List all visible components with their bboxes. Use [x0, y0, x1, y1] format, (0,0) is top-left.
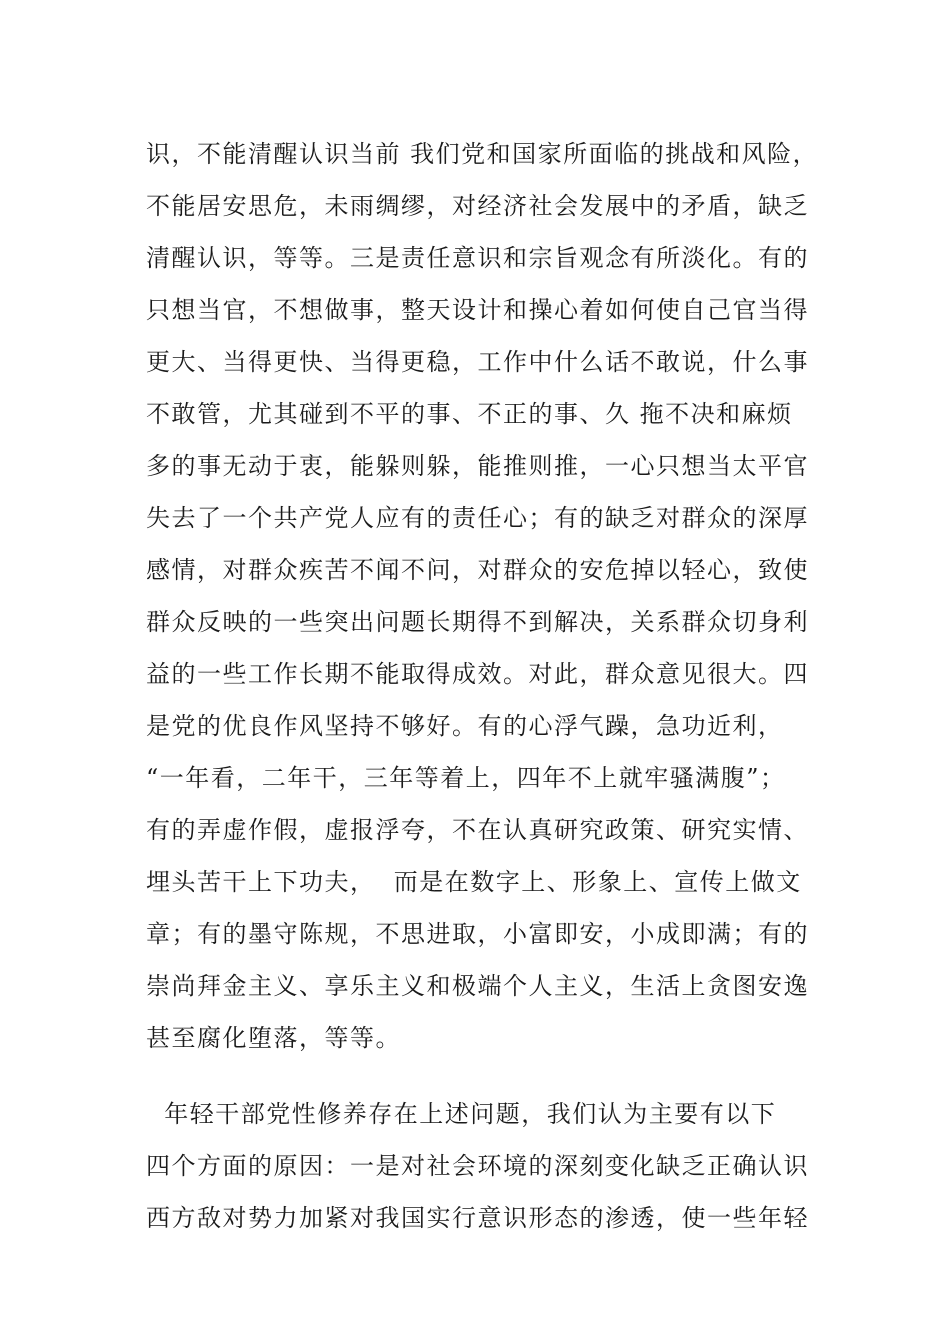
text-line: 识，不能清醒认识当前 我们党和国家所面临的挑战和风险， [146, 140, 819, 168]
text-line: 感情，对群众疾苦不闻不问，对群众的安危掉以轻心，致使 [146, 556, 809, 584]
text-line: “一年看，二年干，三年等着上，四年不上就牢骚满腹”； [146, 764, 786, 792]
text-line: 年轻干部党性修养存在上述问题，我们认为主要有以下 [146, 1100, 777, 1128]
text-line: 更大、当得更快、当得更稳，工作中什么话不敢说，什么事 [146, 348, 809, 376]
text-line: 清醒认识，等等。三是责任意识和宗旨观念有所淡化。有的 [146, 244, 809, 272]
document-body [146, 128, 819, 1244]
text-line: 西方敌对势力加紧对我国实行意识形态的渗透，使一些年轻 [146, 1204, 809, 1232]
text-line: 多的事无动于衷，能躲则躲，能推则推，一心只想当太平官 [146, 452, 809, 480]
text-line: 甚至腐化堕落，等等。 [146, 1024, 401, 1052]
text-line: 四个方面的原因：一是对社会环境的深刻变化缺乏正确认识 [146, 1152, 809, 1180]
text-line: 只想当官，不想做事，整天设计和操心着如何使自己官当得 [146, 296, 809, 324]
paragraph-gap [146, 1064, 810, 1088]
text-line: 埋头苦干上下功夫， 而是在数字上、形象上、宣传上做文 [146, 868, 802, 896]
text-line: 失去了一个共产党人应有的责任心；有的缺乏对群众的深厚 [146, 504, 809, 532]
text-line: 崇尚拜金主义、享乐主义和极端个人主义，生活上贪图安逸 [146, 972, 809, 1000]
text-line: 有的弄虚作假，虚报浮夸，不在认真研究政策、研究实情、 [146, 816, 809, 844]
text-line: 章；有的墨守陈规，不思进取，小富即安，小成即满；有的 [146, 920, 809, 948]
text-line: 益的一些工作长期不能取得成效。对此，群众意见很大。四 [146, 660, 809, 688]
text-line: 不敢管，尤其碰到不平的事、不正的事、久 拖不决和麻烦 [146, 400, 793, 428]
text-line: 不能居安思危，未雨绸缪，对经济社会发展中的矛盾，缺乏 [146, 192, 809, 220]
text-line: 群众反映的一些突出问题长期得不到解决，关系群众切身利 [146, 608, 809, 636]
text-line: 是党的优良作风坚持不够好。有的心浮气躁，急功近利， [146, 712, 784, 740]
